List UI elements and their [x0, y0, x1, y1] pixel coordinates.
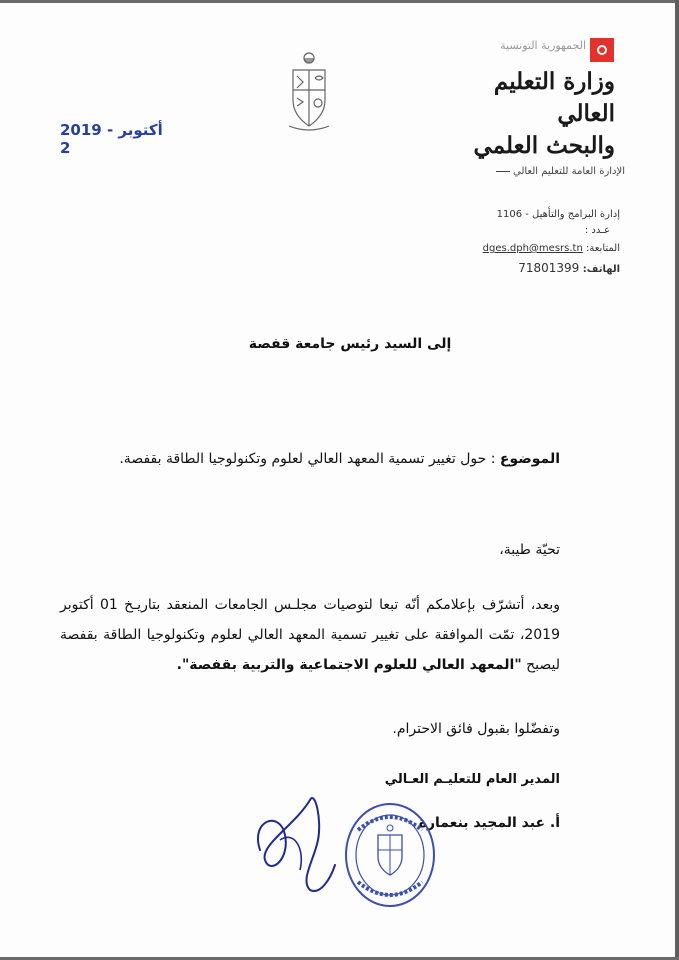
body-text: وبعد، أتشرّف بإعلامكم أنّه تبعا لتوصيات مجلـس الجامعات المنعقد بتاريـخ 01 أكتوبر 2019، تمّت الموافقة على تغيير تسمية المعهد العالي لعلوم وتكنولوجيا الطاقة بقفصة ليصبح [60, 597, 560, 673]
letter-date: 2019 أكتوبر - 2 [60, 121, 163, 157]
general-administration: الإدارة العامة للتعليم العالي [400, 166, 625, 177]
phone-line [470, 258, 620, 280]
coat-of-arms-icon [283, 48, 335, 134]
signatory-title: المدير العام للتعليـم العـالي [384, 772, 560, 787]
ministry-name [455, 66, 615, 162]
followup-line [470, 240, 620, 258]
new-institute-name: "المعهد العالي للعلوم الاجتماعية والتربية بقفصة". [176, 657, 522, 673]
addressee: إلى السيد رئيس جامعة قفصة [248, 336, 452, 352]
phone-number: 71801399 [518, 261, 580, 275]
letter-body [60, 590, 560, 680]
greeting: تحيّة طيبة، [499, 542, 560, 558]
email-address: dges.dph@mesrs.tn [482, 243, 583, 254]
ministry-line-1: وزارة التعليم العالي [493, 68, 615, 127]
subject-text: : حول تغيير تسمية المعهد العالي لعلوم وتكنولوجيا الطاقة بقفصة. [119, 451, 496, 467]
tunisia-flag-icon [590, 38, 614, 62]
signatory-name: أ. عبد المجيد بنعمارة [418, 815, 560, 831]
reference-block [470, 208, 620, 280]
official-stamp [342, 800, 438, 910]
republic-label: الجمهورية التونسية [500, 39, 586, 52]
subject-label: الموضوع [499, 451, 560, 467]
followup-label: المتابعة: [585, 243, 620, 254]
page-border-right [675, 0, 679, 960]
number-label: عـدد : [584, 225, 610, 236]
ministry-line-2: والبحث العلمي [473, 132, 615, 159]
handwritten-signature [240, 780, 350, 900]
page-border-top [0, 0, 679, 3]
phone-label: الهاتف: [582, 264, 620, 275]
closing-line: وتفضّلوا بقبول فائق الاحترام. [392, 721, 560, 737]
subject-line [60, 451, 560, 467]
department-ref: إدارة البرامج والتأهيل - 1106 [496, 209, 620, 220]
